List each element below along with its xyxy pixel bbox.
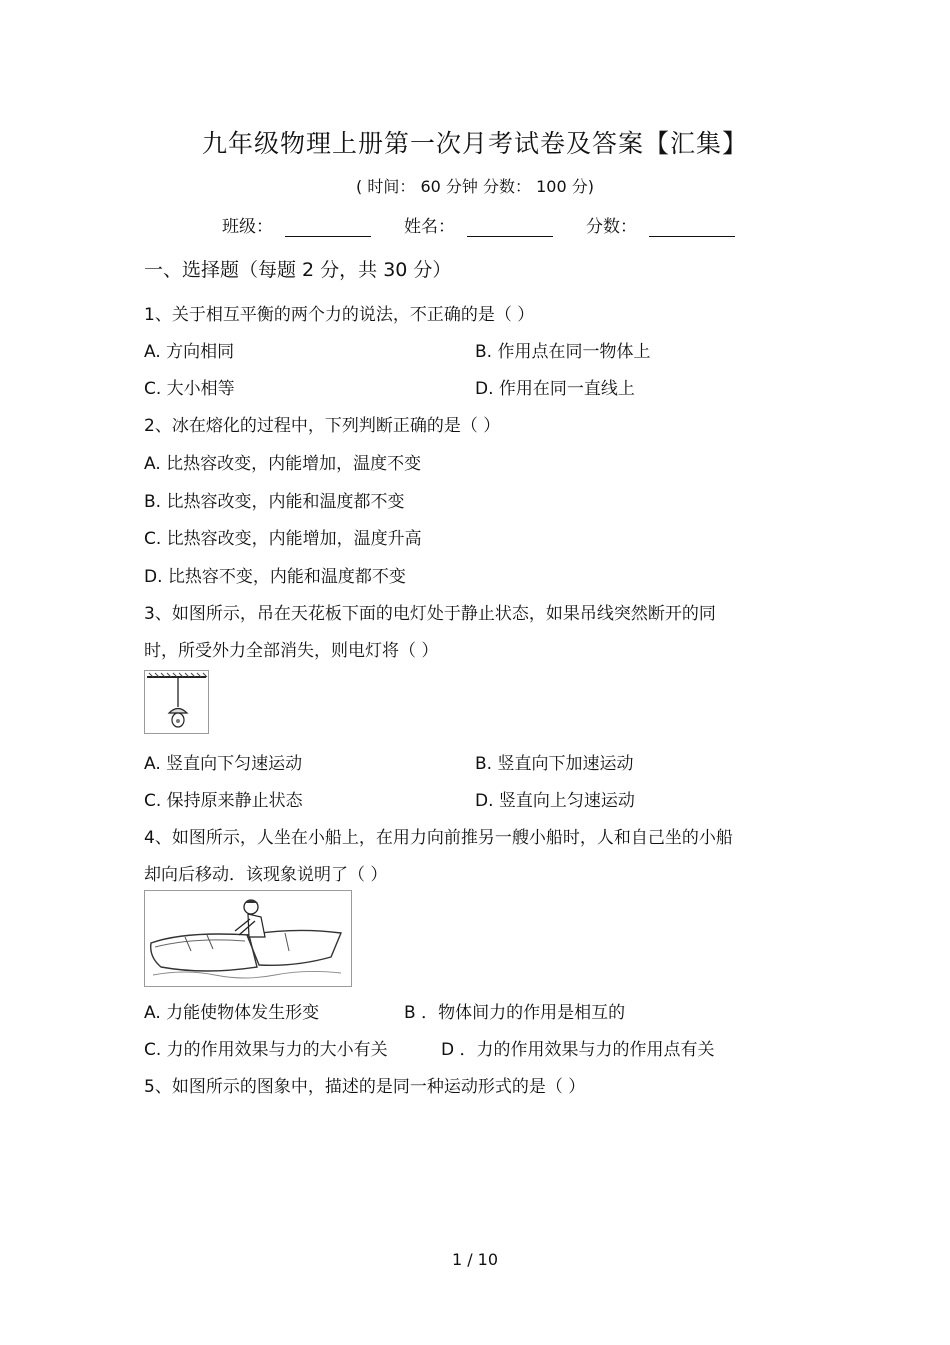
question-3-option-b: B. 竖直向下加速运动 xyxy=(475,754,634,774)
question-4-option-c: C. 力的作用效果与力的大小有关 xyxy=(144,1040,388,1060)
page-title: 九年级物理上册第一次月考试卷及答案【汇集】 xyxy=(201,129,748,158)
question-3-stem-line-2: 时，所受外力全部消失，则电灯将（ ） xyxy=(144,641,439,661)
question-4-stem-line-1: 4、如图所示，人坐在小船上，在用力向前推另一艘小船时，人和自己坐的小船 xyxy=(144,828,733,848)
question-2-option-d: D. 比热容不变，内能和温度都不变 xyxy=(144,567,406,587)
question-4-option-d: D ．力的作用效果与力的作用点有关 xyxy=(441,1040,715,1060)
hanging-lamp-figure xyxy=(144,670,209,734)
exam-meta: ( 时间： 60 分钟 分数： 100 分) xyxy=(356,177,594,196)
question-1-option-c: C. 大小相等 xyxy=(144,379,235,399)
question-2-option-c: C. 比热容改变，内能增加，温度升高 xyxy=(144,529,422,549)
page-number: 1 / 10 xyxy=(451,1250,499,1269)
boats-illustration xyxy=(145,891,351,986)
score-field xyxy=(586,212,735,237)
question-4-option-b: B ．物体间力的作用是相互的 xyxy=(404,1003,626,1023)
question-3-option-d: D. 竖直向上匀速运动 xyxy=(475,791,635,811)
name-field xyxy=(404,212,553,237)
score-label: 分数： xyxy=(586,217,637,237)
question-2-option-a: A. 比热容改变，内能增加，温度不变 xyxy=(144,454,422,474)
question-1-option-b: B. 作用点在同一物体上 xyxy=(475,342,651,362)
section-heading: 一、选择题（每题 2 分，共 30 分） xyxy=(144,259,452,281)
score-blank xyxy=(649,218,735,237)
question-3-option-c: C. 保持原来静止状态 xyxy=(144,791,303,811)
question-1-option-d: D. 作用在同一直线上 xyxy=(475,379,635,399)
question-4-stem-line-2: 却向后移动．该现象说明了（ ） xyxy=(144,865,388,885)
class-label: 班级： xyxy=(222,217,273,237)
question-2-option-b: B. 比热容改变，内能和温度都不变 xyxy=(144,492,405,512)
question-3-option-a: A. 竖直向下匀速运动 xyxy=(144,754,303,774)
name-label: 姓名： xyxy=(404,217,455,237)
hanging-lamp-illustration xyxy=(145,671,208,733)
question-1-option-a: A. 方向相同 xyxy=(144,342,235,362)
name-blank xyxy=(467,218,553,237)
boats-figure xyxy=(144,890,352,987)
question-2-stem: 2、冰在熔化的过程中，下列判断正确的是（ ） xyxy=(144,416,501,436)
question-4-option-a: A. 力能使物体发生形变 xyxy=(144,1003,320,1023)
class-field xyxy=(222,212,371,237)
question-1-stem: 1、关于相互平衡的两个力的说法，不正确的是（ ） xyxy=(144,305,535,325)
class-blank xyxy=(285,218,371,237)
question-3-stem-line-1: 3、如图所示，吊在天花板下面的电灯处于静止状态，如果吊线突然断开的同 xyxy=(144,604,716,624)
question-5-stem: 5、如图所示的图象中，描述的是同一种运动形式的是（ ） xyxy=(144,1077,586,1097)
